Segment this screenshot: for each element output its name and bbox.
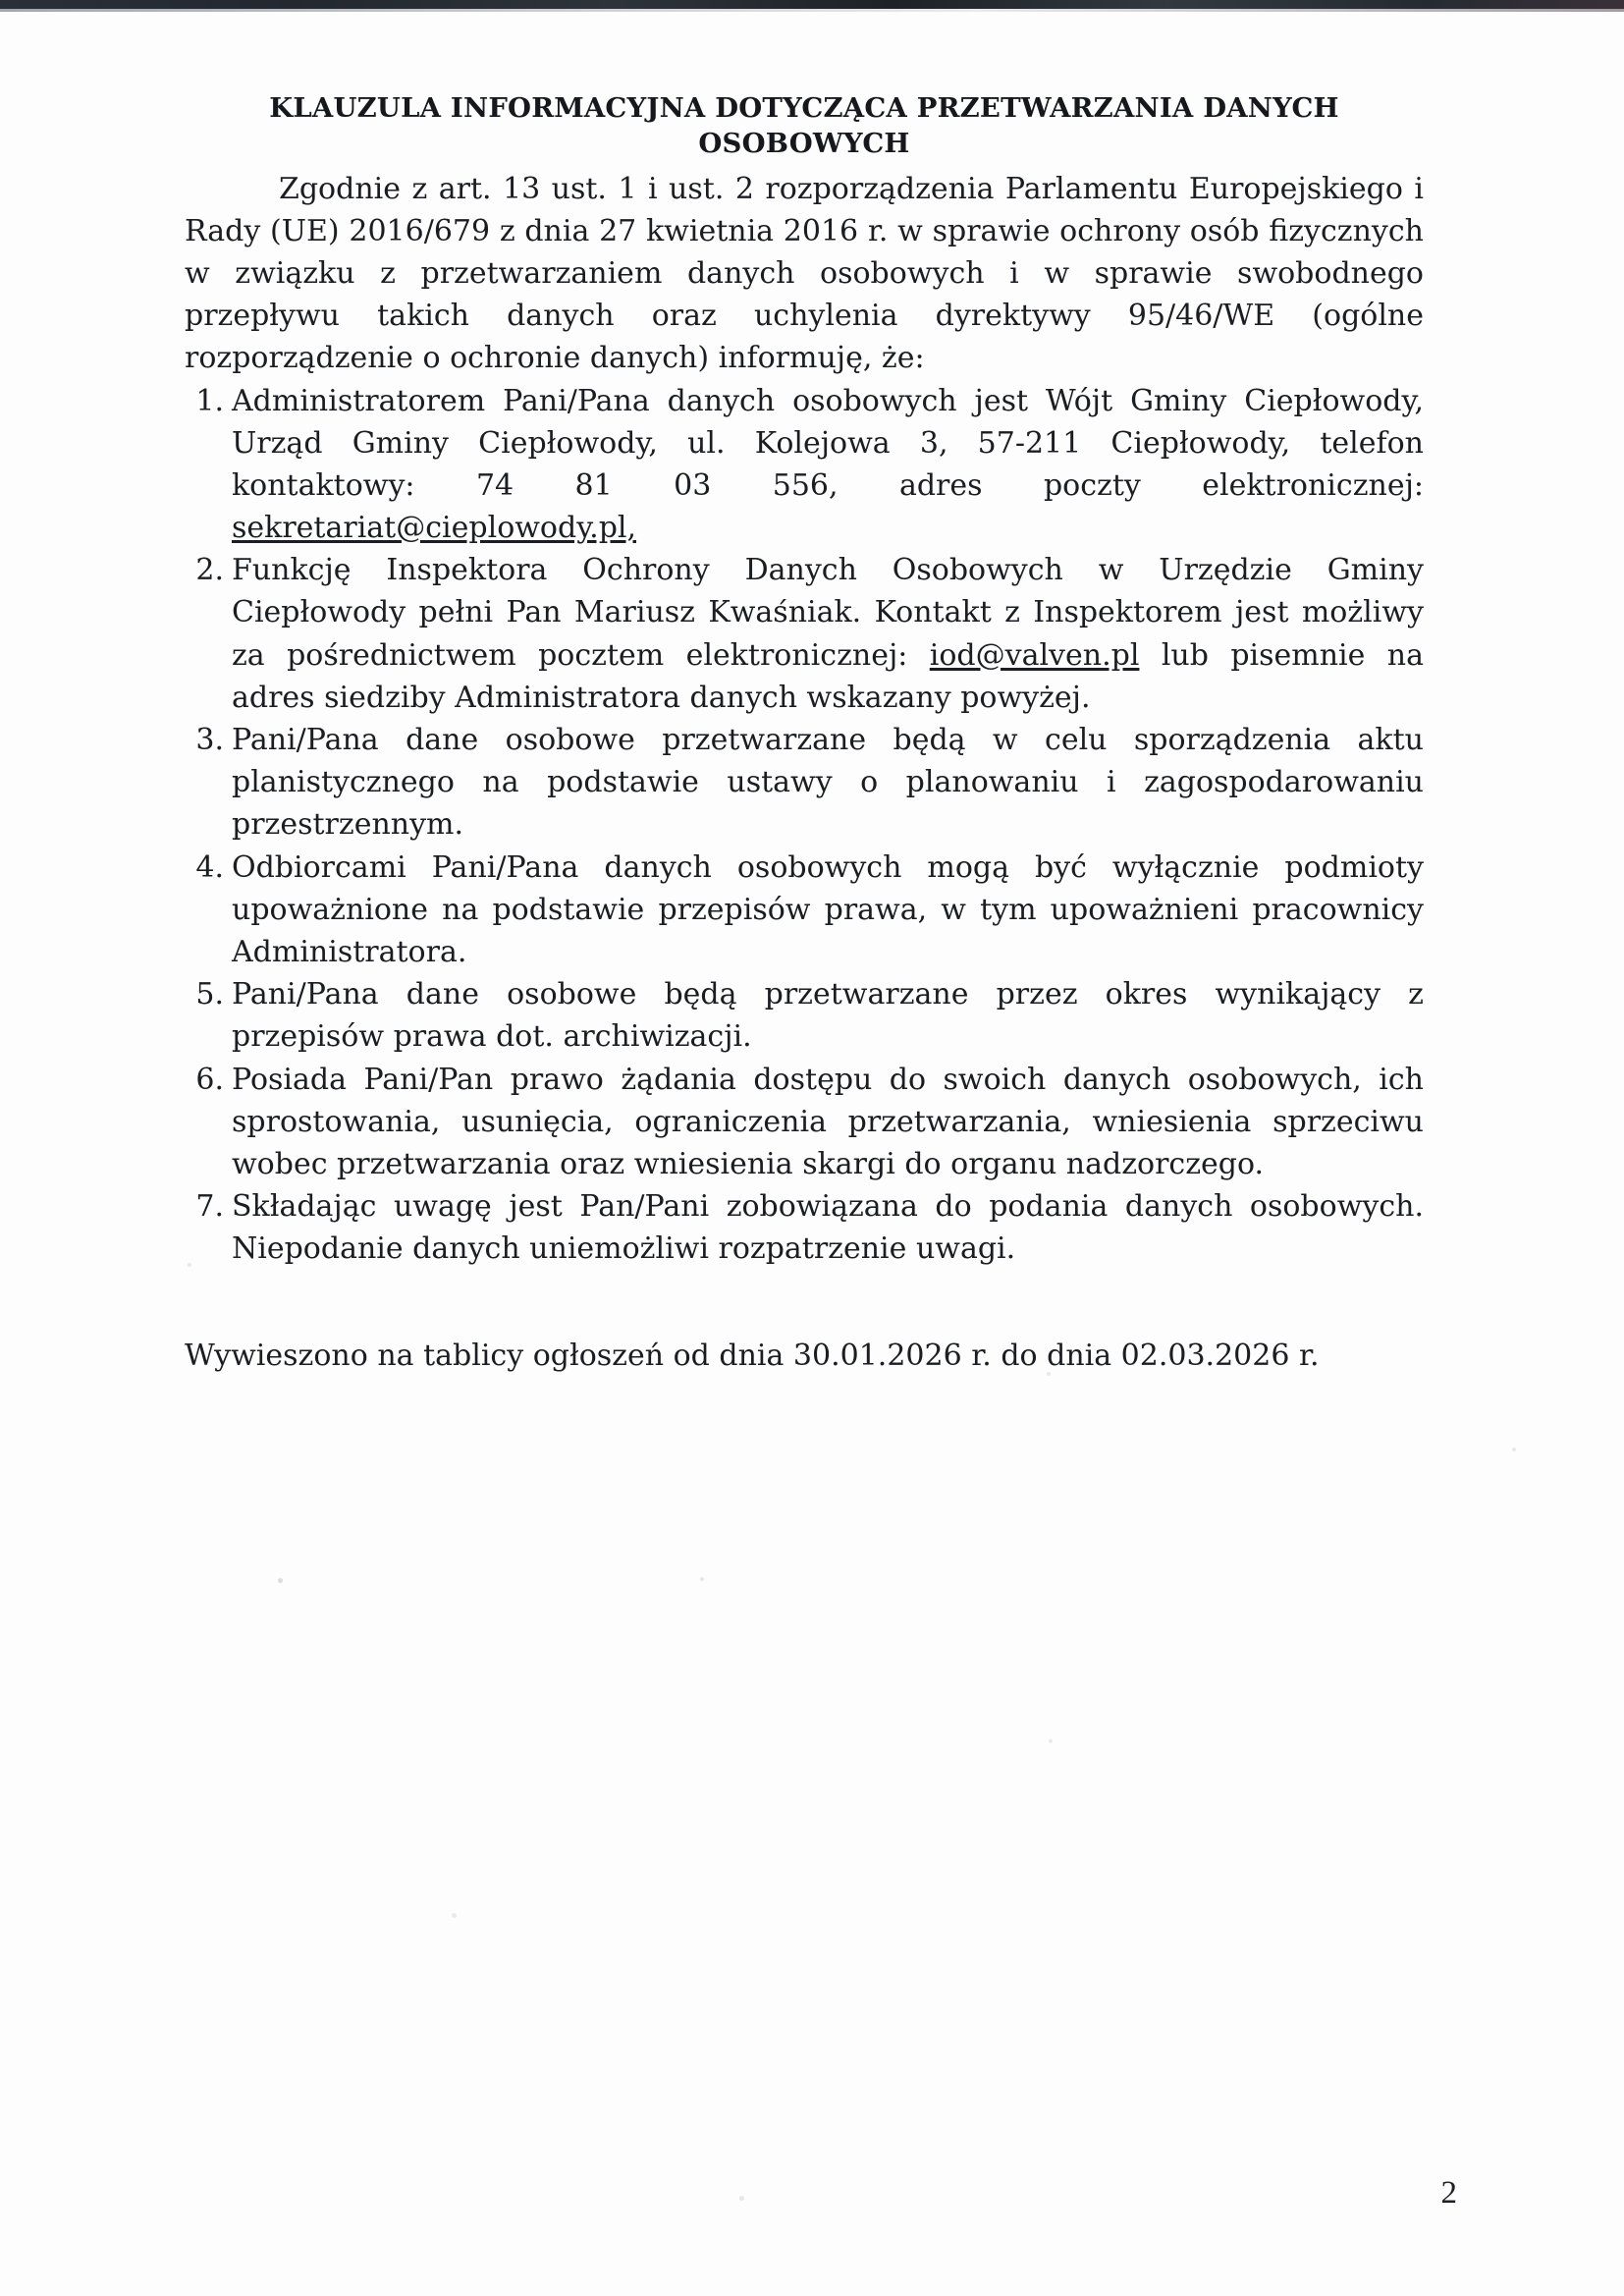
scan-speck bbox=[1047, 1372, 1051, 1376]
scan-edge-artifact bbox=[0, 0, 1624, 9]
clause-text-3: Pani/Pana dane osobowe przetwarzane będą w celu sporządzenia aktu planistycznego na podstawie ustawy o planowaniu i zagospodarowaniu przestrzennym. bbox=[232, 723, 1424, 843]
scan-speck bbox=[1049, 1739, 1053, 1743]
clause-item-1 bbox=[185, 380, 1424, 550]
clause-text-6: Posiada Pani/Pan prawo żądania dostępu do swoich danych osobowych, ich sprostowania, usunięcia, ograniczenia przetwarzania, wniesienia sprzeciwu wobec przetwarzania oraz wniesienia skargi do organu nadzorczego. bbox=[232, 1062, 1424, 1181]
clause-item-6 bbox=[185, 1059, 1424, 1186]
page-title-line-2: OSOBOWYCH bbox=[698, 128, 910, 160]
clause-list bbox=[185, 380, 1424, 1271]
clause-item-3 bbox=[185, 719, 1424, 847]
page-title-line-1: KLAUZULA INFORMACYJNA DOTYCZĄCA PRZETWARZANIA DANYCH bbox=[269, 92, 1339, 124]
scan-speck bbox=[739, 2196, 744, 2201]
clause-text-5: Pani/Pana dane osobowe będą przetwarzane przez okres wynikający z przepisów prawa dot. archiwizacji. bbox=[232, 977, 1424, 1055]
document-body bbox=[185, 90, 1424, 1378]
clause-text-2: Funkcję Inspektora Ochrony Danych Osobowych w Urzędzie Gminy Ciepłowody pełni Pan Mariusz Kwaśniak. Kontakt z Inspektorem jest możliwy za pośrednictwem pocztem elektronicznej: bbox=[232, 553, 1424, 673]
clause-text-2-tail: lub pisemnie na adres siedziby Administratora danych wskazany powyżej. bbox=[232, 637, 1424, 715]
page-number: 2 bbox=[1440, 2175, 1457, 2211]
clause-text-4: Odbiorcami Pani/Pana danych osobowych mogą być wyłącznie podmioty upoważnione na podstawie przepisów prawa, w tym upoważnieni pracownicy Administratora. bbox=[232, 849, 1424, 969]
scan-speck bbox=[700, 1577, 704, 1581]
page-title bbox=[185, 90, 1424, 162]
email-link-iod[interactable]: iod@valven.pl bbox=[929, 637, 1140, 673]
clause-item-2 bbox=[185, 549, 1424, 719]
clause-text-7: Składając uwagę jest Pan/Pani zobowiązana do podania danych osobowych. Niepodanie danych uniemożliwi rozpatrzenie uwagi. bbox=[232, 1189, 1424, 1267]
clause-item-7 bbox=[185, 1185, 1424, 1270]
clause-text-1: Administratorem Pani/Pana danych osobowych jest Wójt Gminy Ciepłowody, Urząd Gminy Ciepłowody, ul. Kolejowa 3, 57-211 Ciepłowody, telefon kontaktowy: 74 81 03 556, adres poczty elektronicznej: bbox=[232, 383, 1424, 503]
scan-speck bbox=[452, 1913, 457, 1918]
scan-speck bbox=[1512, 1448, 1516, 1451]
clause-item-5 bbox=[185, 973, 1424, 1058]
scan-speck bbox=[278, 1578, 283, 1583]
clause-item-4 bbox=[185, 847, 1424, 974]
intro-paragraph: Zgodnie z art. 13 ust. 1 i ust. 2 rozporządzenia Parlamentu Europejskiego i Rady (UE) 2016/679 z dnia 27 kwietnia 2016 r. w sprawie ochrony osób fizycznych w związku z przetwarzaniem danych osobowych i w sprawie swobodnego przepływu takich danych oraz uchylenia dyrektywy 95/46/WE (ogólne rozporządzenie o ochronie danych) informuję, że: bbox=[185, 171, 1424, 376]
email-link-sekretariat[interactable]: sekretariat@cieplowody.pl, bbox=[232, 511, 637, 546]
posting-notice: Wywieszono na tablicy ogłoszeń od dnia 30.01.2026 r. do dnia 02.03.2026 r. bbox=[185, 1339, 1320, 1374]
scan-speck bbox=[188, 1263, 191, 1267]
